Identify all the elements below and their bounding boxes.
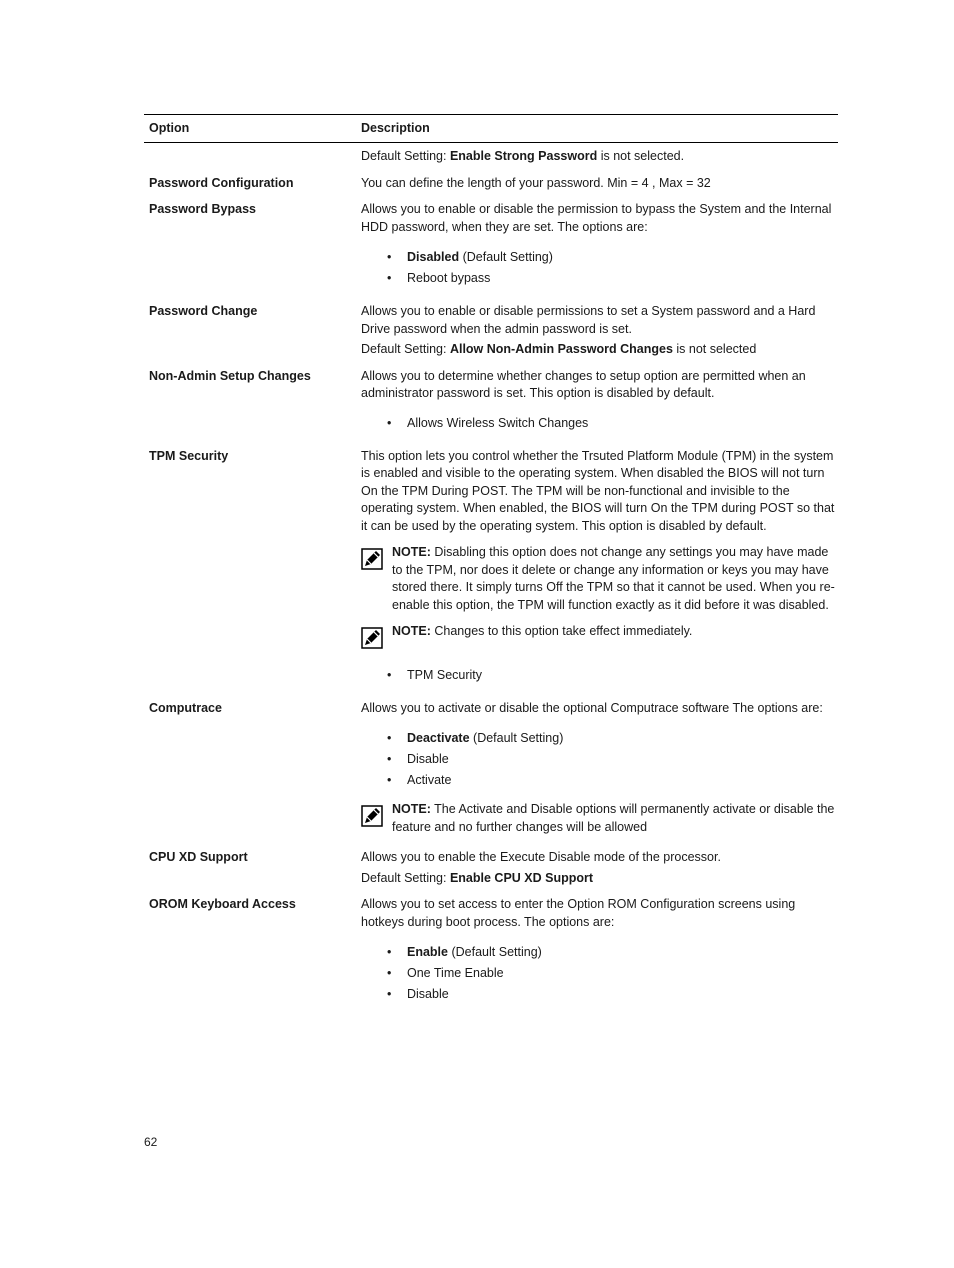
note-pencil-icon — [361, 544, 392, 614]
settings-table — [144, 114, 838, 1005]
option-description: Allows you to enable or disable the permission to bypass the System and the Internal HDD password, when they are set. The options are: — [361, 202, 832, 234]
header-description: Description — [361, 120, 430, 135]
list-item: • Activate — [387, 770, 838, 791]
option-name: Non-Admin Setup Changes — [149, 368, 311, 383]
option-name: CPU XD Support — [149, 850, 248, 864]
option-description: You can define the length of your password. Min = 4 , Max = 32 — [361, 175, 711, 190]
note-pencil-icon — [361, 801, 392, 836]
list-item: • Allows Wireless Switch Changes — [387, 413, 838, 434]
table-row — [144, 175, 838, 193]
option-name: Password Configuration — [149, 175, 294, 190]
header-option: Option — [149, 120, 190, 135]
option-name: OROM Keyboard Access — [149, 897, 296, 911]
table-row — [144, 849, 838, 887]
option-name: Computrace — [149, 700, 222, 715]
option-description: Allows you to set access to enter the Option ROM Configuration screens using hotkeys during boot process. The options are: — [361, 897, 796, 929]
note-pencil-icon — [361, 623, 392, 655]
options-list — [361, 247, 838, 289]
table-row — [144, 896, 838, 1005]
option-name: TPM Security — [149, 448, 229, 463]
table-row — [144, 448, 838, 686]
options-list — [361, 413, 838, 434]
default-setting: Default Setting: Allow Non-Admin Password Changes is not selected — [361, 342, 757, 356]
page-number: 62 — [144, 1135, 158, 1149]
option-description: Allows you to determine whether changes to setup option are permitted when an administrator password is set. This option is disabled by default. — [361, 368, 806, 400]
note-block: NOTE: Changes to this option take effect immediately. — [361, 623, 838, 655]
list-item: • Enable (Default Setting) — [387, 942, 838, 963]
table-row — [144, 303, 838, 359]
option-name: Password Bypass — [149, 202, 256, 216]
table-row — [144, 201, 838, 289]
list-item: • TPM Security — [387, 665, 838, 686]
table-header — [144, 114, 838, 143]
options-list — [361, 728, 838, 791]
option-description: This option lets you control whether the Trsuted Platform Module (TPM) in the system is enabled and visible to the operating system. When disabled the BIOS will not turn On the TPM During POST. The TPM will be non-functional and invisible to the operating system. When enabled, the BIOS will turn On the TPM during POST so that it can be used by the operating system. This option is disabled by default. — [361, 448, 835, 533]
table-row — [144, 700, 838, 837]
note-block: NOTE: Disabling this option does not change any settings you may have made to the TPM, nor does it delete or change any information or keys you may have stored there. It simply turns Off the TPM so that it cannot be used. When you re-enable this option, the TPM will function exactly as it did before it was disabled. — [361, 544, 838, 614]
note-block: NOTE: The Activate and Disable options will permanently activate or disable the feature and no further changes will be allowed — [361, 801, 838, 836]
option-description: Allows you to enable or disable permissions to set a System password and a Hard Drive password when the admin password is set. — [361, 304, 816, 336]
list-item: • Disable — [387, 749, 838, 770]
default-setting: Default Setting: Enable CPU XD Support — [361, 870, 594, 885]
list-item: • Deactivate (Default Setting) — [387, 728, 838, 749]
table-row — [144, 368, 838, 434]
option-name: Password Change — [149, 304, 258, 318]
list-item: • Reboot bypass — [387, 268, 838, 289]
option-description: Allows you to activate or disable the optional Computrace software The options are: — [361, 700, 823, 715]
table-row — [144, 148, 838, 166]
options-list — [361, 942, 838, 1005]
options-list — [361, 665, 838, 686]
list-item: • Disabled (Default Setting) — [387, 247, 838, 268]
list-item: • One Time Enable — [387, 963, 838, 984]
option-description: Allows you to enable the Execute Disable mode of the processor. — [361, 850, 721, 864]
list-item: • Disable — [387, 984, 838, 1005]
default-setting-strong-password: Default Setting: Enable Strong Password is not selected. — [361, 149, 685, 163]
